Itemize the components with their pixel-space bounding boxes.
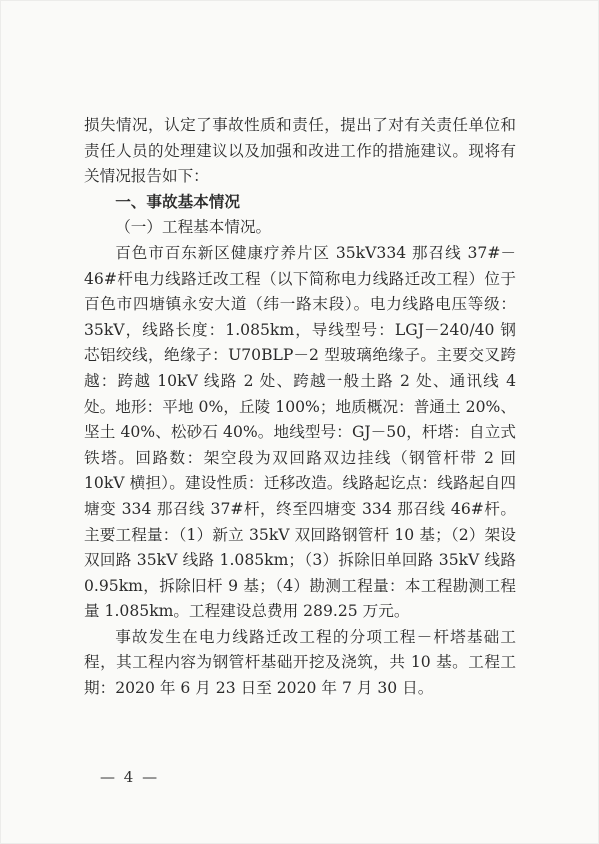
section-heading: 一、事故基本情况 [115,192,240,211]
intro-paragraph: 损失情况，认定了事故性质和责任，提出了对有关责任单位和责任人员的处理建议以及加强和改进工作的措施建议。现将有关情况报告如下： [84,116,516,186]
page-number: — 4 — [100,768,160,786]
subsection-heading: （一）工程基本情况。 [115,218,272,237]
project-paragraph: 百色市百东新区健康疗养片区 35kV334 那召线 37#－46#杆电力线路迁改工程（以下简称电力线路迁改工程）位于百色市四塘镇永安大道（纬一路末段）。电力线路电压等级：35kV，线路长度：1.085km，导线型号：LGJ－240/40 钢芯铝绞线，绝缘子：U70BLP－2 型玻璃绝缘子。主要交叉跨越：跨越 10kV 线路 2 处、跨越一般土路 2 处、通讯线 4 处。地形：平地 0%，丘陵 100%；地质概况：普通土 20%、坚土 40%、松砂石 40%。地线型号：GJ－50，杆塔：自立式铁塔。回路数：架空段为双回路双边挂线（钢管杆带 2 回 10kV 横担）。建设性质：迁移改造。线路起讫点：线路起自四塘变 334 那召线 37#杆，终至四塘变 334 那召线 46#杆。主要工程量：（1）新立 35kV 双回路钢管杆 10 基；（2）架设双回路 35kV 线路 1.085km；（3）拆除旧单回路 35kV 线路 0.95km，拆除旧杆 9 基；（4）勘测工程量：本工程勘测工程量 1.085km。工程建设总费用 289.25 万元。 [84,243,516,621]
document-body [84,113,516,702]
accident-paragraph: 事故发生在电力线路迁改工程的分项工程－杆塔基础工程，其工程内容为钢管杆基础开挖及浇筑，共 10 基。工程工期：2020 年 6 月 23 日至 2020 年 7 月 30 日。 [84,627,516,698]
